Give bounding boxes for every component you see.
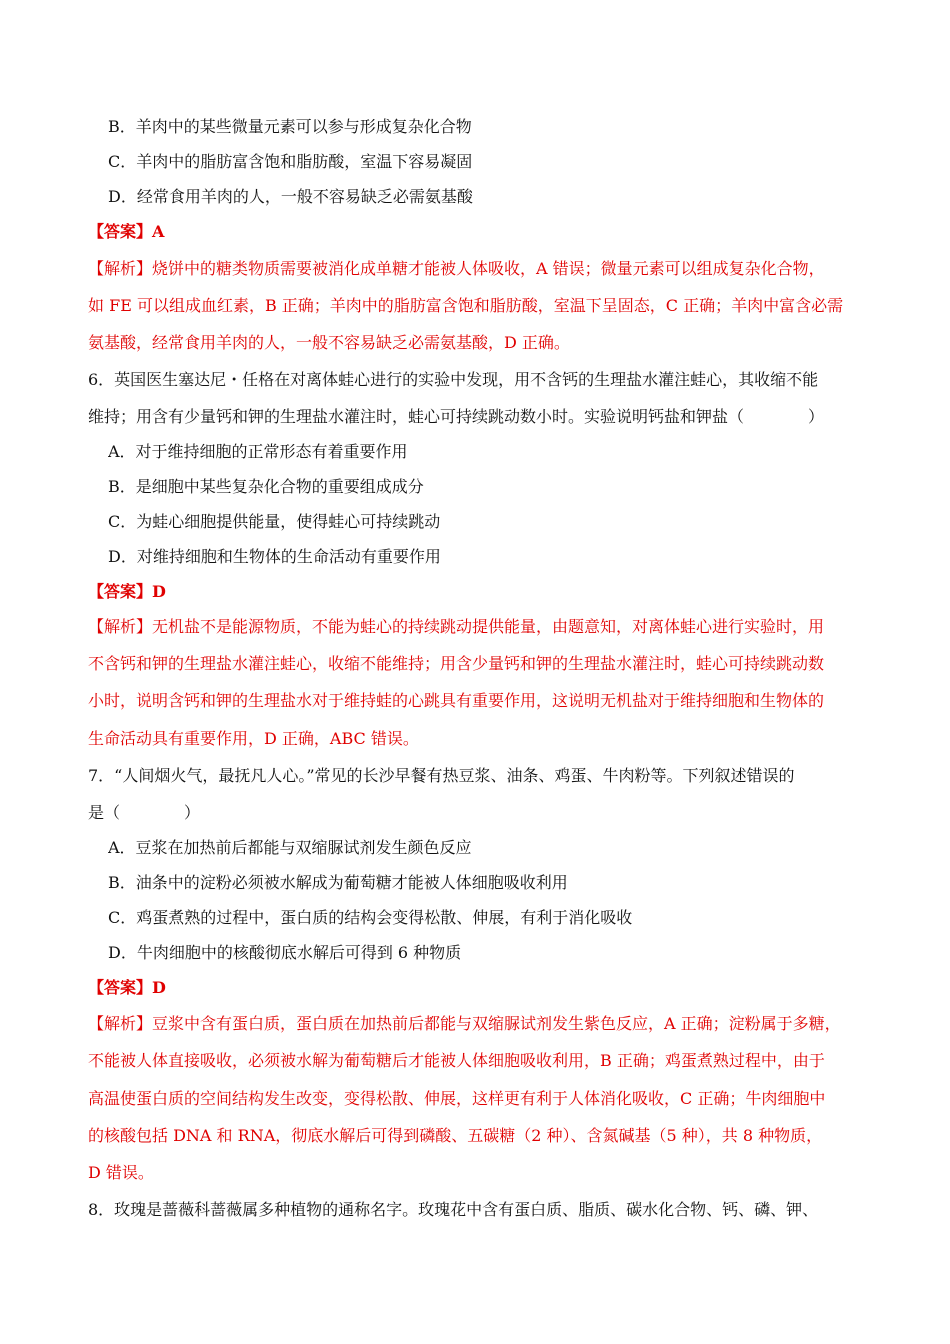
q6-option-b: B．是细胞中某些复杂化合物的重要组成成分 bbox=[108, 477, 424, 496]
q6-option-a: A．对于维持细胞的正常形态有着重要作用 bbox=[108, 442, 408, 461]
q7-analysis-line-4: 的核酸包括 DNA 和 RNA，彻底水解后可得到磷酸、五碳糖（2 种）、含氮碱基（5 种），共 8 种物质， bbox=[88, 1126, 823, 1145]
q5-analysis-line-2: 如 FE 可以组成血红素，B 正确；羊肉中的脂肪富含饱和脂肪酸，室温下呈固态，C 正确；羊肉中富含必需 bbox=[88, 296, 844, 315]
q7-option-b: B．油条中的淀粉必须被水解成为葡萄糖才能被人体细胞吸收利用 bbox=[108, 873, 568, 892]
q6-analysis-line-2: 不含钙和钾的生理盐水灌注蛙心，收缩不能维持；用含少量钙和钾的生理盐水灌注时，蛙心可持续跳动数 bbox=[88, 654, 825, 673]
q7-analysis-line-1: 【解析】豆浆中含有蛋白质，蛋白质在加热前后都能与双缩脲试剂发生紫色反应，A 正确；淀粉属于多糖， bbox=[88, 1014, 841, 1033]
q6-analysis-line-3: 小时，说明含钙和钾的生理盐水对于维持蛙的心跳具有重要作用，这说明无机盐对于维持细胞和生物体的 bbox=[88, 691, 825, 710]
q6-option-c: C．为蛙心细胞提供能量，使得蛙心可持续跳动 bbox=[108, 512, 441, 531]
q7-stem-line-2: 是（ ） bbox=[88, 803, 201, 822]
q7-answer: 【答案】D bbox=[88, 978, 166, 997]
q5-analysis-line-1: 【解析】烧饼中的糖类物质需要被消化成单糖才能被人体吸收，A 错误；微量元素可以组成复杂化合物， bbox=[88, 259, 825, 278]
q6-stem-line-2: 维持；用含有少量钙和钾的生理盐水灌注时，蛙心可持续跳动数小时。实验说明钙盐和钾盐（ ） bbox=[88, 407, 825, 426]
q6-analysis-line-4: 生命活动具有重要作用，D 正确，ABC 错误。 bbox=[88, 729, 419, 748]
q8-stem-line-1: 8．玫瑰是蔷薇科蔷薇属多种植物的通称名字。玫瑰花中含有蛋白质、脂质、碳水化合物、钙、磷、钾、 bbox=[88, 1200, 819, 1219]
q7-analysis-line-2: 不能被人体直接吸收，必须被水解为葡萄糖后才能被人体细胞吸收利用，B 正确；鸡蛋煮熟过程中，由于 bbox=[88, 1051, 825, 1070]
q6-option-d: D．对维持细胞和生物体的生命活动有重要作用 bbox=[108, 547, 441, 566]
q7-analysis-line-3: 高温使蛋白质的空间结构发生改变，变得松散、伸展，这样更有利于人体消化吸收，C 正确；牛肉细胞中 bbox=[88, 1089, 826, 1108]
q6-answer: 【答案】D bbox=[88, 582, 166, 601]
q5-option-c: C．羊肉中的脂肪富含饱和脂肪酸，室温下容易凝固 bbox=[108, 152, 473, 171]
q5-option-d: D．经常食用羊肉的人，一般不容易缺乏必需氨基酸 bbox=[108, 187, 473, 206]
q7-option-d: D．牛肉细胞中的核酸彻底水解后可得到 6 种物质 bbox=[108, 943, 462, 962]
q6-analysis-line-1: 【解析】无机盐不是能源物质，不能为蛙心的持续跳动提供能量，由题意知，对离体蛙心进行实验时，用 bbox=[88, 617, 825, 636]
q5-option-b: B．羊肉中的某些微量元素可以参与形成复杂化合物 bbox=[108, 117, 472, 136]
q5-analysis-line-3: 氨基酸，经常食用羊肉的人，一般不容易缺乏必需氨基酸，D 正确。 bbox=[88, 333, 570, 352]
q7-analysis-line-5: D 错误。 bbox=[88, 1163, 154, 1182]
q7-option-c: C．鸡蛋煮熟的过程中，蛋白质的结构会变得松散、伸展，有利于消化吸收 bbox=[108, 908, 633, 927]
q6-stem-line-1: 6．英国医生塞达尼・任格在对离体蛙心进行的实验中发现，用不含钙的生理盐水灌注蛙心，其收缩不能 bbox=[88, 370, 819, 389]
q5-answer: 【答案】A bbox=[88, 222, 165, 241]
q7-stem-line-1: 7．“人间烟火气，最抚凡人心。”常见的长沙早餐有热豆浆、油条、鸡蛋、牛肉粉等。下列叙述错误的 bbox=[88, 766, 795, 785]
q7-option-a: A．豆浆在加热前后都能与双缩脲试剂发生颜色反应 bbox=[108, 838, 472, 857]
